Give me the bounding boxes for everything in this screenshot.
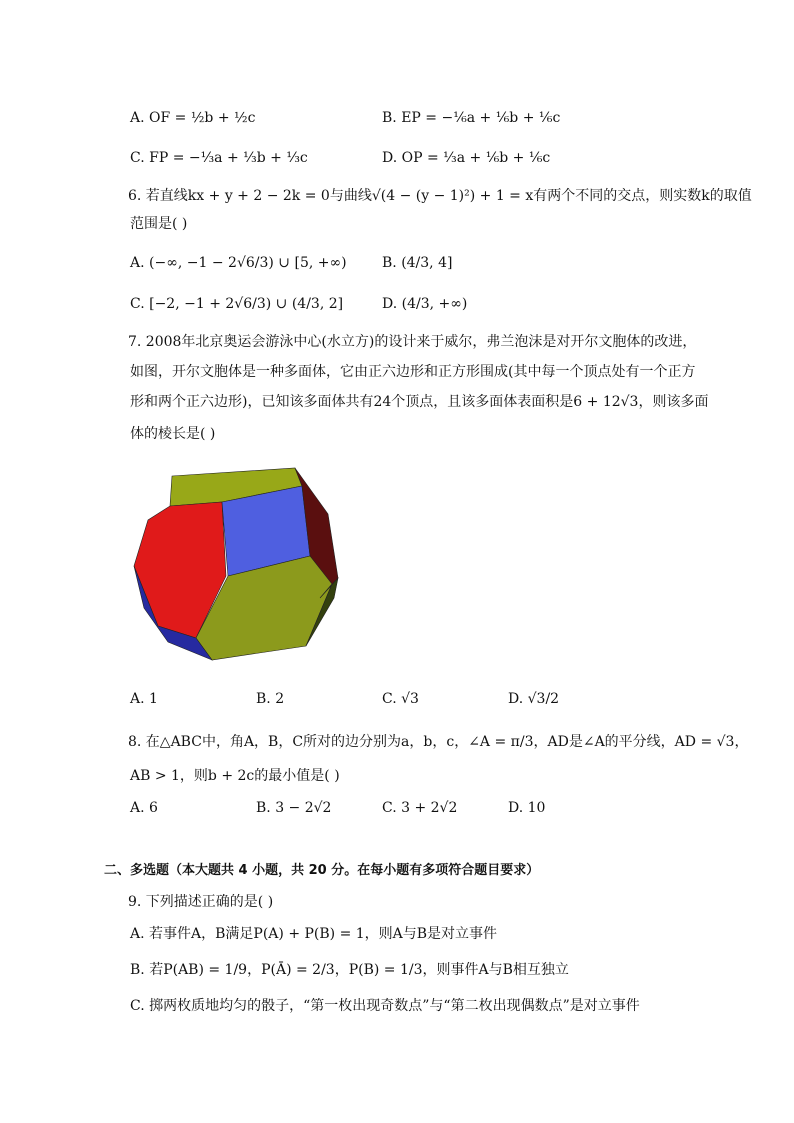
q8-option-b: B. 3 − 2√2 (256, 800, 332, 816)
q9-stem: 9. 下列描述正确的是( ) (128, 894, 274, 910)
q8-stem-line1: 8. 在△ABC中，角A，B，C所对的边分别为a，b，c，∠A = π/3，AD是∠A的平分线，AD = √3， (128, 734, 749, 750)
q8-option-d: D. 10 (508, 800, 546, 816)
q6-stem-line2: 范围是( ) (130, 216, 188, 232)
q7-stem-line3: 形和两个正六边形)，已知该多面体共有24个顶点，且该多面体表面积是6 + 12√3，则该多面 (130, 394, 709, 410)
q6-stem-line1: 6. 若直线kx + y + 2 − 2k = 0与曲线√(4 − (y − 1)²) + 1 = x有两个不同的交点，则实数k的取值 (128, 188, 752, 204)
q7-option-d: D. √3/2 (508, 691, 560, 707)
q7-option-a: A. 1 (130, 691, 158, 707)
q8-option-a: A. 6 (130, 800, 158, 816)
kelvin-polyhedron-figure (130, 458, 350, 670)
q7-stem-line1: 7. 2008年北京奥运会游泳中心(水立方)的设计来于威尔，弗兰泡沫是对开尔文胞体的改进， (128, 334, 697, 350)
q8-option-c: C. 3 + 2√2 (382, 800, 458, 816)
section-heading-multi-choice: 二、多选题（本大题共 4 小题，共 20 分。在每小题有多项符合题目要求） (104, 863, 540, 878)
q5-option-c: C. FP = −⅓a + ⅓b + ⅓c (130, 150, 308, 166)
polyhedron-svg (130, 458, 350, 670)
q6-option-b: B. (4/3, 4] (382, 255, 453, 271)
q9-option-c: C. 掷两枚质地均匀的骰子，“第一枚出现奇数点”与“第二枚出现偶数点”是对立事件 (130, 998, 640, 1014)
q5-option-a: A. OF = ½b + ½c (130, 110, 256, 126)
q6-option-c: C. [−2, −1 + 2√6/3) ∪ (4/3, 2] (130, 296, 344, 312)
q6-option-a: A. (−∞, −1 − 2√6/3) ∪ [5, +∞) (130, 255, 347, 271)
q6-option-d: D. (4/3, +∞) (382, 296, 468, 312)
q5-option-b: B. EP = −⅙a + ⅙b + ⅙c (382, 110, 561, 126)
q7-option-c: C. √3 (382, 691, 419, 707)
q5-option-d: D. OP = ⅓a + ⅙b + ⅙c (382, 150, 551, 166)
q7-stem-line2: 如图，开尔文胞体是一种多面体，它由正六边形和正方形围成(其中每一个顶点处有一个正方 (130, 364, 696, 380)
q7-stem-line4: 体的棱长是( ) (130, 426, 216, 442)
q8-stem-line2: AB > 1，则b + 2c的最小值是( ) (130, 768, 340, 784)
q7-option-b: B. 2 (256, 691, 285, 707)
q9-option-b: B. 若P(AB) = 1/9，P(Ā) = 2/3，P(B) = 1/3，则事件A与B相互独立 (130, 962, 569, 978)
q9-option-a: A. 若事件A，B满足P(A) + P(B) = 1，则A与B是对立事件 (130, 926, 498, 942)
